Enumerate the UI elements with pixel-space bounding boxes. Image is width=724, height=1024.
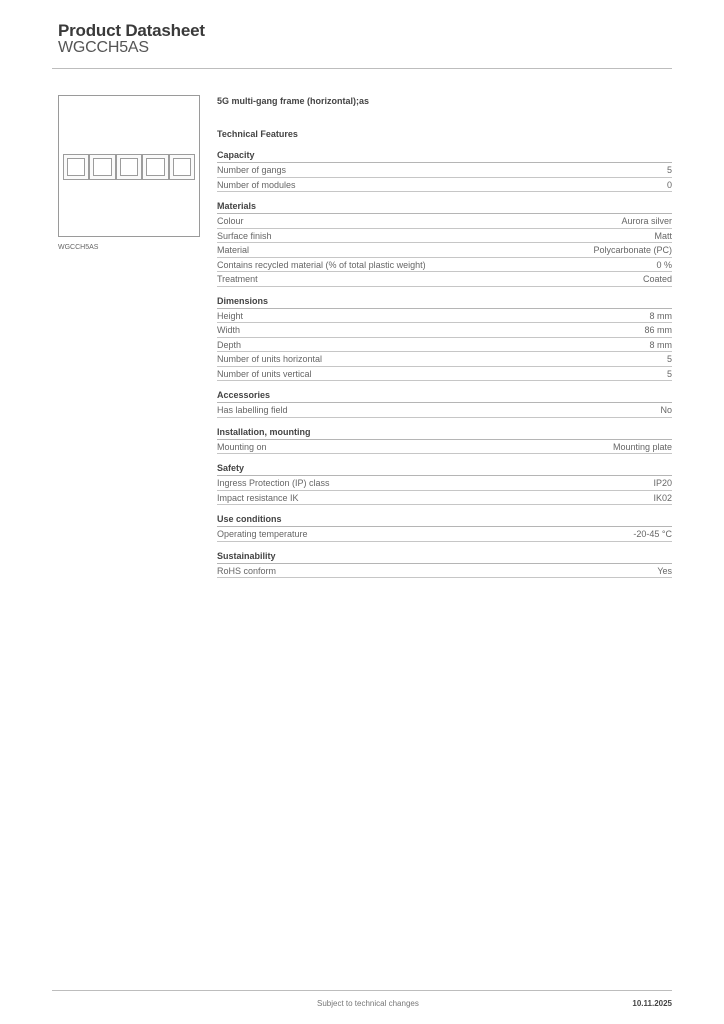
spec-label: Ingress Protection (IP) class [217, 478, 330, 488]
spec-row [217, 243, 672, 258]
section-heading: Installation, mounting [217, 426, 672, 440]
spec-value: 86 mm [644, 325, 672, 335]
footer-note: Subject to technical changes [317, 999, 419, 1008]
product-image [58, 95, 200, 237]
spec-value: 5 [666, 354, 672, 364]
spec-value: IK02 [653, 492, 672, 503]
spec-label: Number of modules [217, 179, 296, 190]
spec-label: Depth [217, 339, 242, 350]
spec-section [217, 295, 672, 382]
spec-row [217, 258, 672, 273]
spec-row [217, 564, 672, 579]
spec-label: Operating temperature [217, 529, 308, 539]
spec-value: IP20 [653, 478, 672, 488]
technical-features-title: Technical Features [217, 129, 298, 139]
section-heading: Dimensions [217, 295, 672, 309]
spec-value: Matt [654, 230, 672, 241]
spec-label: Has labelling field [217, 405, 288, 415]
spec-value: Yes [657, 565, 672, 576]
spec-label: Width [217, 325, 241, 335]
spec-value: Coated [642, 274, 672, 284]
spec-value: 5 [666, 165, 672, 175]
spec-section [217, 462, 672, 505]
gang-cell [63, 154, 89, 180]
spec-label: Contains recycled material (% of total plastic weight) [217, 259, 426, 270]
spec-row [217, 309, 672, 324]
spec-label: RoHS conform [217, 565, 277, 576]
product-code: WGCCH5AS [58, 39, 149, 56]
spec-label: Colour [217, 216, 244, 226]
spec-label: Surface finish [217, 230, 272, 241]
spec-row [217, 491, 672, 506]
image-caption: WGCCH5AS [58, 244, 99, 251]
spec-section [217, 550, 672, 579]
spec-value: 5 [666, 368, 672, 379]
spec-label: Number of units vertical [217, 368, 312, 379]
spec-row [217, 367, 672, 382]
section-heading: Use conditions [217, 513, 672, 527]
gang-cell [169, 154, 195, 180]
spec-row [217, 178, 672, 193]
spec-value: Aurora silver [621, 216, 672, 226]
spec-value: Polycarbonate (PC) [593, 245, 672, 255]
spec-value: Mounting plate [612, 441, 672, 452]
spec-section [217, 200, 672, 287]
product-title: 5G multi-gang frame (horizontal);as [217, 96, 370, 106]
header-divider [52, 68, 672, 69]
spec-row [217, 163, 672, 178]
spec-section [217, 426, 672, 455]
section-heading: Sustainability [217, 550, 672, 564]
spec-row [217, 323, 672, 338]
spec-row [217, 403, 672, 418]
spec-value: 8 mm [649, 310, 672, 321]
spec-content [217, 95, 672, 586]
spec-value: 0 [666, 179, 672, 190]
spec-label: Material [217, 245, 250, 255]
spec-label: Mounting on [217, 441, 267, 452]
gang-cell [89, 154, 115, 180]
spec-row [217, 229, 672, 244]
spec-row [217, 352, 672, 367]
spec-sections [217, 149, 672, 578]
spec-label: Number of units horizontal [217, 354, 323, 364]
gang-cell [142, 154, 168, 180]
spec-section [217, 389, 672, 418]
spec-row [217, 214, 672, 229]
section-heading: Accessories [217, 389, 672, 403]
gang-cell [116, 154, 142, 180]
page-title: Product Datasheet [58, 21, 205, 40]
spec-value: 8 mm [649, 339, 672, 350]
five-gang-frame-icon [63, 154, 195, 180]
section-heading: Capacity [217, 149, 672, 163]
spec-value: -20-45 °C [633, 529, 672, 539]
spec-value: No [660, 405, 672, 415]
spec-label: Impact resistance IK [217, 492, 299, 503]
spec-row [217, 476, 672, 491]
spec-label: Treatment [217, 274, 258, 284]
section-heading: Safety [217, 462, 672, 476]
spec-section [217, 149, 672, 192]
footer-date: 10.11.2025 [632, 999, 672, 1008]
spec-label: Number of gangs [217, 165, 287, 175]
spec-section [217, 513, 672, 542]
section-heading: Materials [217, 200, 672, 214]
footer-divider [52, 990, 672, 991]
spec-row [217, 527, 672, 542]
spec-row [217, 338, 672, 353]
spec-row [217, 440, 672, 455]
spec-row [217, 272, 672, 287]
spec-label: Height [217, 310, 244, 321]
spec-value: 0 % [656, 259, 672, 270]
